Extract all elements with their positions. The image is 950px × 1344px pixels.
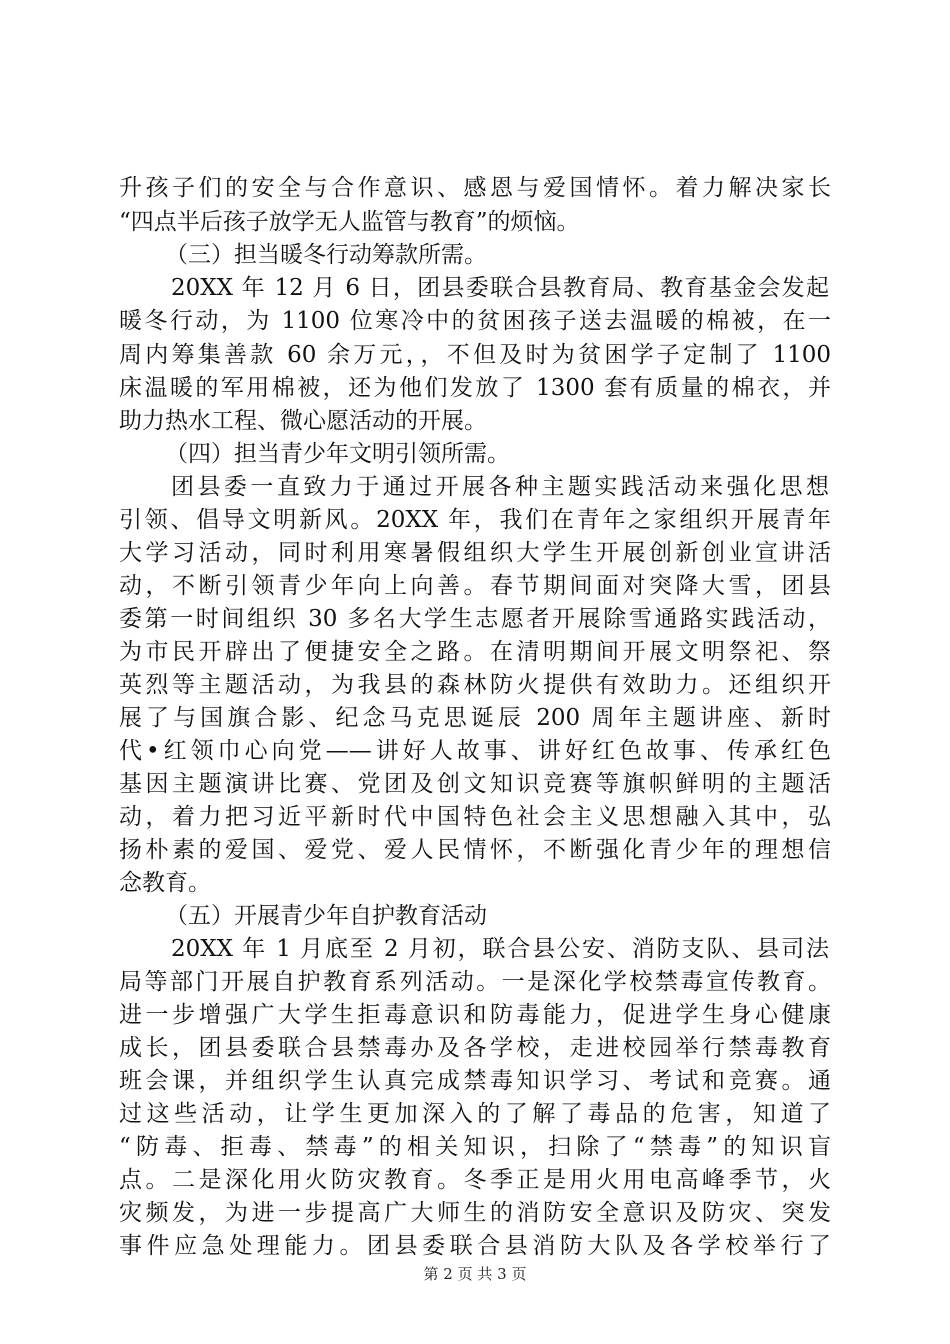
text-line: 升孩子们的安全与合作意识、感恩与爱国情怀。着力解决家长	[119, 175, 831, 201]
text-line: 扬朴素的爱国、爱党、爱人民情怀，不断强化青少年的理想信	[119, 837, 831, 863]
text-line: 团县委一直致力于通过开展各种主题实践活动来强化思想	[171, 474, 829, 500]
section-heading: （三）担当暖冬行动筹款所需。	[165, 242, 487, 268]
text-line: 念教育。	[119, 870, 211, 896]
text-line: 展了与国旗合影、纪念马克思诞辰 200 周年主题讲座、新时	[119, 705, 831, 731]
section-heading: （四）担当青少年文明引领所需。	[165, 441, 510, 467]
text-line: 灾频发，为进一步提高广大师生的消防安全意识及防灾、突发	[119, 1200, 831, 1226]
text-line: 基因主题演讲比赛、党团及创文知识竞赛等旗帜鲜明的主题活	[119, 771, 831, 797]
text-line: 过这些活动，让学生更加深入的了解了毒品的危害，知道了	[119, 1101, 831, 1127]
text-line: 代•红领巾心向党——讲好人故事、讲好红色故事、传承红色	[119, 738, 831, 764]
section-heading: （五）开展青少年自护教育活动	[165, 903, 487, 929]
text-line: 动，不断引领青少年向上向善。春节期间面对突降大雪，团县	[119, 573, 831, 599]
text-line: 动，着力把习近平新时代中国特色社会主义思想融入其中，弘	[119, 804, 831, 830]
text-line: 进一步增强广大学生拒毒意识和防毒能力，促进学生身心健康	[119, 1002, 831, 1028]
page-number: 第 2 页 共 3 页	[423, 1265, 527, 1283]
text-line: 20XX 年 12 月 6 日，团县委联合县教育局、教育基金会发起	[171, 275, 829, 301]
text-line: 为市民开辟出了便捷安全之路。在清明期间开展文明祭祀、祭	[119, 639, 831, 665]
text-line: “四点半后孩子放学无人监管与教育”的烦恼。	[119, 209, 580, 235]
text-line: 局等部门开展自护教育系列活动。一是深化学校禁毒宣传教育。	[119, 969, 831, 995]
text-line: 委第一时间组织 30 多名大学生志愿者开展除雪通路实践活动，	[119, 606, 831, 632]
text-line: 成长，团县委联合县禁毒办及各学校，走进校园举行禁毒教育	[119, 1035, 831, 1061]
text-line: 大学习活动，同时利用寒暑假组织大学生开展创新创业宣讲活	[119, 540, 831, 566]
text-line: 20XX 年 1 月底至 2 月初，联合县公安、消防支队、县司法	[171, 936, 829, 962]
text-line: 床温暖的军用棉被，还为他们发放了 1300 套有质量的棉衣，并	[119, 375, 831, 401]
text-line: 班会课，并组织学生认真完成禁毒知识学习、考试和竞赛。通	[119, 1068, 831, 1094]
text-line: “防毒、拒毒、禁毒”的相关知识，扫除了“禁毒”的知识盲	[119, 1134, 831, 1160]
text-line: 助力热水工程、微心愿活动的开展。	[119, 408, 487, 434]
text-line: 暖冬行动，为 1100 位寒冷中的贫困孩子送去温暖的棉被，在一	[119, 308, 831, 334]
text-line: 英烈等主题活动，为我县的森林防火提供有效助力。还组织开	[119, 672, 831, 698]
text-line: 点。二是深化用火防灾教育。冬季正是用火用电高峰季节，火	[119, 1167, 831, 1193]
text-line: 周内筹集善款 60 余万元，，不但及时为贫困学子定制了 1100	[119, 342, 831, 368]
text-line: 事件应急处理能力。团县委联合县消防大队及各学校举行了	[119, 1233, 831, 1259]
text-line: 引领、倡导文明新风。20XX 年，我们在青年之家组织开展青年	[119, 507, 831, 533]
